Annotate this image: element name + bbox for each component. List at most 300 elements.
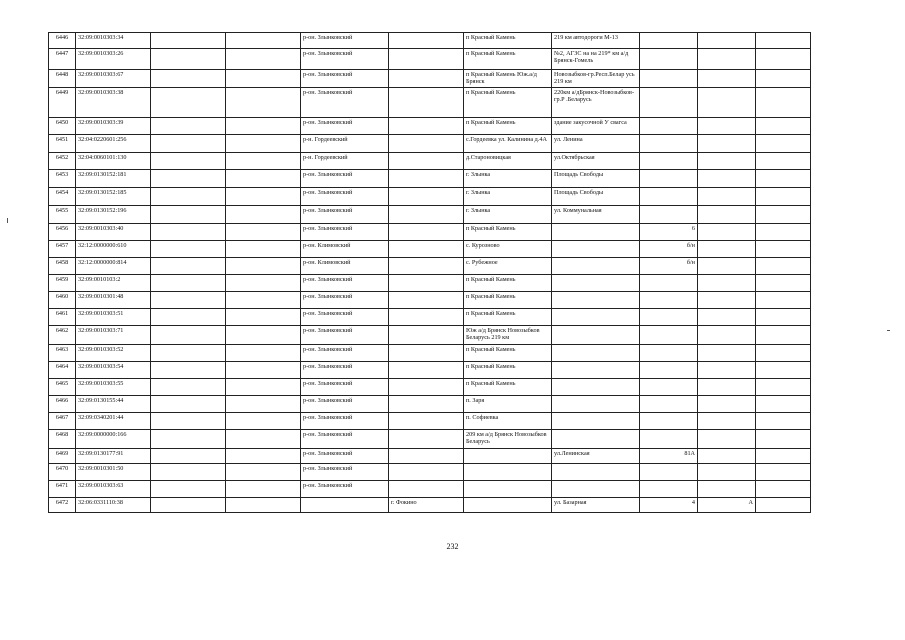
table-cell: р-он. Злынковский <box>301 49 389 70</box>
table-row <box>49 49 811 70</box>
row-number-cell: 6468 <box>49 430 76 449</box>
table-cell <box>698 449 756 464</box>
row-number-cell: 6460 <box>49 292 76 309</box>
table-cell <box>389 70 464 88</box>
table-cell: 32:09:0010303:63 <box>76 481 151 498</box>
table-cell <box>389 345 464 362</box>
table-cell <box>756 275 811 292</box>
table-cell: 32:09:0010303:55 <box>76 379 151 396</box>
table-cell <box>151 430 226 449</box>
table-cell <box>756 70 811 88</box>
table-cell: 32:09:0010301:48 <box>76 292 151 309</box>
table-row <box>49 292 811 309</box>
table-cell: 32:09:0340201:44 <box>76 413 151 430</box>
table-cell: б/н <box>640 241 698 258</box>
table-cell <box>698 379 756 396</box>
table-cell: 81А <box>640 449 698 464</box>
table-cell <box>151 309 226 326</box>
row-number-cell: 6470 <box>49 464 76 481</box>
table-cell: с.Гордеевка ул. Калинина д.4А <box>464 135 552 153</box>
table-row <box>49 188 811 206</box>
table-cell <box>698 326 756 345</box>
table-row <box>49 70 811 88</box>
row-number-cell: 6459 <box>49 275 76 292</box>
table-cell: б/н <box>640 258 698 275</box>
scan-mark <box>7 218 8 223</box>
table-cell <box>640 49 698 70</box>
table-cell: №2, АГЗС на на 219* км а/д Брянск-Гомель <box>552 49 640 70</box>
table-cell <box>756 206 811 224</box>
table-cell <box>226 430 301 449</box>
table-cell <box>640 206 698 224</box>
table-cell: 32:06:0331110:38 <box>76 498 151 513</box>
row-number-cell: 6471 <box>49 481 76 498</box>
table-cell <box>389 430 464 449</box>
table-cell: 32:04:0060101:130 <box>76 153 151 170</box>
table-row <box>49 275 811 292</box>
table-row <box>49 118 811 135</box>
table-cell: ул. Коммунальная <box>552 206 640 224</box>
table-cell: Площадь Свободы <box>552 170 640 188</box>
table-cell: р-н. Гордеевский <box>301 153 389 170</box>
table-cell <box>151 224 226 241</box>
table-cell <box>756 153 811 170</box>
row-number-cell: 6466 <box>49 396 76 413</box>
table-cell <box>756 258 811 275</box>
table-cell <box>151 481 226 498</box>
table-cell <box>464 449 552 464</box>
table-cell: 32:12:0000000:610 <box>76 241 151 258</box>
table-row <box>49 206 811 224</box>
table-cell <box>756 449 811 464</box>
row-number-cell: 6472 <box>49 498 76 513</box>
table-cell: р-он. Злынковский <box>301 170 389 188</box>
table-row <box>49 396 811 413</box>
table-cell <box>226 326 301 345</box>
table-cell: п Красный Камень <box>464 118 552 135</box>
table-cell <box>552 309 640 326</box>
table-cell: 32:09:0130152:181 <box>76 170 151 188</box>
table-cell <box>389 33 464 49</box>
table-cell <box>151 118 226 135</box>
table-cell <box>756 345 811 362</box>
table-cell <box>226 275 301 292</box>
row-number-cell: 6452 <box>49 153 76 170</box>
table-cell: п Красный Камень <box>464 49 552 70</box>
table-cell: 219 км автодороги М-13 <box>552 33 640 49</box>
table-cell: 32:09:0010303:54 <box>76 362 151 379</box>
table-row <box>49 362 811 379</box>
table-cell: 32:09:0010303:38 <box>76 88 151 118</box>
table-cell <box>698 241 756 258</box>
table-cell: с. Рубежное <box>464 258 552 275</box>
table-cell <box>226 241 301 258</box>
table-cell: п Красный Камень Юж.а/д Брянск <box>464 70 552 88</box>
table-cell: 32:09:0010303:34 <box>76 33 151 49</box>
table-cell: ул.Ленинская <box>552 449 640 464</box>
table-cell <box>756 49 811 70</box>
table-cell <box>151 275 226 292</box>
table-cell: р-он. Злынковский <box>301 309 389 326</box>
table-cell <box>389 224 464 241</box>
table-cell <box>226 88 301 118</box>
table-cell <box>226 70 301 88</box>
table-cell: п Красный Камень <box>464 33 552 49</box>
table-cell <box>151 396 226 413</box>
table-cell: 32:09:0000000:166 <box>76 430 151 449</box>
table-cell <box>698 292 756 309</box>
table-cell <box>226 258 301 275</box>
table-cell <box>640 481 698 498</box>
table-body <box>49 33 811 513</box>
table-cell: ул. Ленина <box>552 135 640 153</box>
table-cell <box>151 153 226 170</box>
table-row <box>49 309 811 326</box>
row-number-cell: 6451 <box>49 135 76 153</box>
table-cell <box>756 430 811 449</box>
table-cell <box>698 49 756 70</box>
table-cell: п Красный Камень <box>464 88 552 118</box>
table-cell <box>226 292 301 309</box>
table-cell <box>552 379 640 396</box>
table-cell: р-он. Злынковский <box>301 118 389 135</box>
table-cell <box>552 430 640 449</box>
table-cell <box>698 33 756 49</box>
table-cell <box>151 88 226 118</box>
table-cell: р-он. Злынковский <box>301 224 389 241</box>
table-cell <box>640 379 698 396</box>
table-cell: 32:09:0010303:39 <box>76 118 151 135</box>
table-cell: р-он. Злынковский <box>301 481 389 498</box>
table-cell: р-он. Злынковский <box>301 413 389 430</box>
table-cell <box>389 153 464 170</box>
table-cell <box>698 345 756 362</box>
table-cell: п Красный Камень <box>464 292 552 309</box>
table-cell: 32:09:0010303:67 <box>76 70 151 88</box>
table-cell <box>226 118 301 135</box>
table-row <box>49 241 811 258</box>
row-number-cell: 6446 <box>49 33 76 49</box>
table-cell: г. Злынка <box>464 170 552 188</box>
table-cell <box>552 326 640 345</box>
table-cell <box>698 258 756 275</box>
table-cell <box>756 309 811 326</box>
table-cell <box>698 224 756 241</box>
table-cell <box>151 206 226 224</box>
table-cell <box>151 188 226 206</box>
table-cell <box>226 464 301 481</box>
table-cell <box>756 326 811 345</box>
table-cell <box>698 413 756 430</box>
table-cell <box>698 464 756 481</box>
table-cell <box>756 241 811 258</box>
table-cell: 32:09:0130177:91 <box>76 449 151 464</box>
table-cell <box>151 258 226 275</box>
table-cell <box>151 292 226 309</box>
table-cell: р-он. Злынковский <box>301 379 389 396</box>
table-cell <box>640 362 698 379</box>
table-cell <box>756 224 811 241</box>
table-cell <box>464 464 552 481</box>
table-cell <box>756 379 811 396</box>
row-number-cell: 6455 <box>49 206 76 224</box>
table-cell <box>226 33 301 49</box>
table-cell: р-он. Злынковский <box>301 449 389 464</box>
table-cell: 32:09:0010303:52 <box>76 345 151 362</box>
table-cell: 32:09:0010303:26 <box>76 49 151 70</box>
table-cell: п. Заря <box>464 396 552 413</box>
table-cell <box>226 188 301 206</box>
table-cell: р-он. Злынковский <box>301 275 389 292</box>
table-cell <box>389 118 464 135</box>
table-cell <box>552 241 640 258</box>
table-cell: р-он. Злынковский <box>301 70 389 88</box>
row-number-cell: 6467 <box>49 413 76 430</box>
table-cell <box>389 362 464 379</box>
table-cell <box>756 33 811 49</box>
table-cell: 32:04:0220601:256 <box>76 135 151 153</box>
table-cell <box>464 498 552 513</box>
table-cell <box>640 33 698 49</box>
table-cell: р-он. Злынковский <box>301 362 389 379</box>
table-cell: р-он. Климовский <box>301 241 389 258</box>
table-row <box>49 135 811 153</box>
table-cell: 32:09:0010303:71 <box>76 326 151 345</box>
table-cell: 209 км а/д Брянск Новозыбков Беларусь <box>464 430 552 449</box>
table-row <box>49 258 811 275</box>
table-cell <box>389 481 464 498</box>
table-cell <box>756 88 811 118</box>
table-cell <box>151 413 226 430</box>
table-cell: р-он. Злынковский <box>301 345 389 362</box>
table-cell: ул. Базарная <box>552 498 640 513</box>
table-row <box>49 413 811 430</box>
table-cell <box>226 413 301 430</box>
table-cell <box>226 396 301 413</box>
table-cell <box>226 362 301 379</box>
table-cell <box>698 362 756 379</box>
row-number-cell: 6469 <box>49 449 76 464</box>
table-row <box>49 153 811 170</box>
table-cell: п Красный Камень <box>464 275 552 292</box>
table-cell <box>756 396 811 413</box>
table-cell <box>698 153 756 170</box>
table-cell <box>698 118 756 135</box>
table-cell <box>226 49 301 70</box>
table-cell <box>640 413 698 430</box>
table-cell <box>640 88 698 118</box>
table-cell <box>226 224 301 241</box>
table-cell: ул.Октябрьская <box>552 153 640 170</box>
table-cell <box>552 362 640 379</box>
table-cell <box>389 379 464 396</box>
table-cell <box>756 464 811 481</box>
table-cell <box>756 498 811 513</box>
row-number-cell: 6448 <box>49 70 76 88</box>
table-cell <box>389 449 464 464</box>
table-row <box>49 33 811 49</box>
table-row <box>49 345 811 362</box>
table-cell <box>698 88 756 118</box>
table-row <box>49 498 811 513</box>
table-cell <box>698 309 756 326</box>
table-cell <box>756 362 811 379</box>
row-number-cell: 6456 <box>49 224 76 241</box>
table-cell <box>151 326 226 345</box>
table-cell: Площадь Свободы <box>552 188 640 206</box>
table-row <box>49 464 811 481</box>
table-cell <box>552 464 640 481</box>
table-cell: р-он. Злынковский <box>301 396 389 413</box>
table-cell <box>756 188 811 206</box>
table-cell <box>640 118 698 135</box>
table-cell: г. Фокино <box>389 498 464 513</box>
table-cell <box>151 345 226 362</box>
table-cell <box>151 498 226 513</box>
table-cell <box>464 481 552 498</box>
table-cell <box>640 464 698 481</box>
table-cell: А <box>698 498 756 513</box>
page-number: 232 <box>446 542 459 551</box>
table-row <box>49 481 811 498</box>
table-row <box>49 224 811 241</box>
table-cell: 32:09:0130152:196 <box>76 206 151 224</box>
table-cell <box>151 464 226 481</box>
table-cell: Юж а/д Брянск Новозыбков Беларусь 219 км <box>464 326 552 345</box>
table-cell <box>756 413 811 430</box>
table-cell <box>640 345 698 362</box>
table-cell <box>552 481 640 498</box>
table-cell: 220км а/дБрянск-Новозыбков-гр.Р .Беларусь <box>552 88 640 118</box>
table-cell: здание закусочной У свагса <box>552 118 640 135</box>
table-row <box>49 449 811 464</box>
table-cell <box>226 449 301 464</box>
table-cell: 4 <box>640 498 698 513</box>
table-cell: д.Староновицкая <box>464 153 552 170</box>
table-cell <box>151 70 226 88</box>
table-cell <box>640 135 698 153</box>
table-row <box>49 88 811 118</box>
table-cell <box>226 498 301 513</box>
row-number-cell: 6457 <box>49 241 76 258</box>
table-cell <box>640 309 698 326</box>
table-cell <box>698 430 756 449</box>
table-cell: 32:09:0010103:2 <box>76 275 151 292</box>
table-cell <box>151 241 226 258</box>
table-cell <box>226 170 301 188</box>
table-cell <box>226 135 301 153</box>
table-cell <box>698 396 756 413</box>
table-cell <box>151 170 226 188</box>
table-cell <box>301 498 389 513</box>
table-cell <box>389 292 464 309</box>
table-cell <box>151 379 226 396</box>
table-cell <box>226 206 301 224</box>
table-cell: г. Злынка <box>464 206 552 224</box>
table-cell <box>389 464 464 481</box>
table-cell <box>389 309 464 326</box>
table-cell <box>552 413 640 430</box>
table-cell <box>552 275 640 292</box>
table-cell <box>552 345 640 362</box>
table-cell: р-он. Злынковский <box>301 430 389 449</box>
table-cell: р-н. Гордеевский <box>301 135 389 153</box>
table-cell <box>389 170 464 188</box>
table-cell <box>640 430 698 449</box>
table-cell: р-он. Злынковский <box>301 33 389 49</box>
table-cell <box>552 396 640 413</box>
table-cell <box>640 170 698 188</box>
row-number-cell: 6463 <box>49 345 76 362</box>
table-cell <box>698 481 756 498</box>
register-table <box>48 32 811 513</box>
table-cell <box>640 188 698 206</box>
table-cell <box>226 309 301 326</box>
table-cell <box>756 170 811 188</box>
table-row <box>49 430 811 449</box>
row-number-cell: 6447 <box>49 49 76 70</box>
table-row <box>49 170 811 188</box>
table-cell <box>389 396 464 413</box>
table-cell: п Красный Камень <box>464 224 552 241</box>
table-cell: р-он. Климовский <box>301 258 389 275</box>
table-cell <box>151 449 226 464</box>
scan-mark <box>887 330 890 331</box>
table-cell: 32:09:0010303:40 <box>76 224 151 241</box>
table-cell: р-он. Злынковский <box>301 206 389 224</box>
table-cell <box>389 135 464 153</box>
row-number-cell: 6453 <box>49 170 76 188</box>
row-number-cell: 6464 <box>49 362 76 379</box>
table-cell <box>151 33 226 49</box>
table-cell <box>151 49 226 70</box>
row-number-cell: 6450 <box>49 118 76 135</box>
table-cell <box>389 275 464 292</box>
table-cell <box>552 292 640 309</box>
table-cell: р-он. Злынковский <box>301 326 389 345</box>
table-cell <box>389 188 464 206</box>
table-cell: 6 <box>640 224 698 241</box>
table-cell: р-он. Злынковский <box>301 292 389 309</box>
table-cell <box>640 396 698 413</box>
table-cell: п Красный Камень <box>464 309 552 326</box>
table-cell <box>698 135 756 153</box>
table-cell <box>226 481 301 498</box>
table-cell <box>640 70 698 88</box>
table-cell <box>640 275 698 292</box>
table-cell <box>698 206 756 224</box>
table-cell <box>226 345 301 362</box>
row-number-cell: 6462 <box>49 326 76 345</box>
table-cell <box>389 88 464 118</box>
table-cell <box>756 292 811 309</box>
table-cell <box>389 413 464 430</box>
table-row <box>49 326 811 345</box>
table-cell: 32:09:0010303:51 <box>76 309 151 326</box>
table-cell: 32:09:0130155:44 <box>76 396 151 413</box>
table-cell <box>640 292 698 309</box>
table-cell <box>151 135 226 153</box>
table-cell: р-он. Злынковский <box>301 188 389 206</box>
table-cell: р-он. Злынковский <box>301 88 389 118</box>
table-cell <box>226 153 301 170</box>
table-cell <box>756 481 811 498</box>
table-cell: г. Злынка <box>464 188 552 206</box>
table-cell: 32:12:0000000:814 <box>76 258 151 275</box>
table-cell: п Красный Камень <box>464 362 552 379</box>
table-cell: 32:09:0010301:50 <box>76 464 151 481</box>
table-cell <box>640 326 698 345</box>
